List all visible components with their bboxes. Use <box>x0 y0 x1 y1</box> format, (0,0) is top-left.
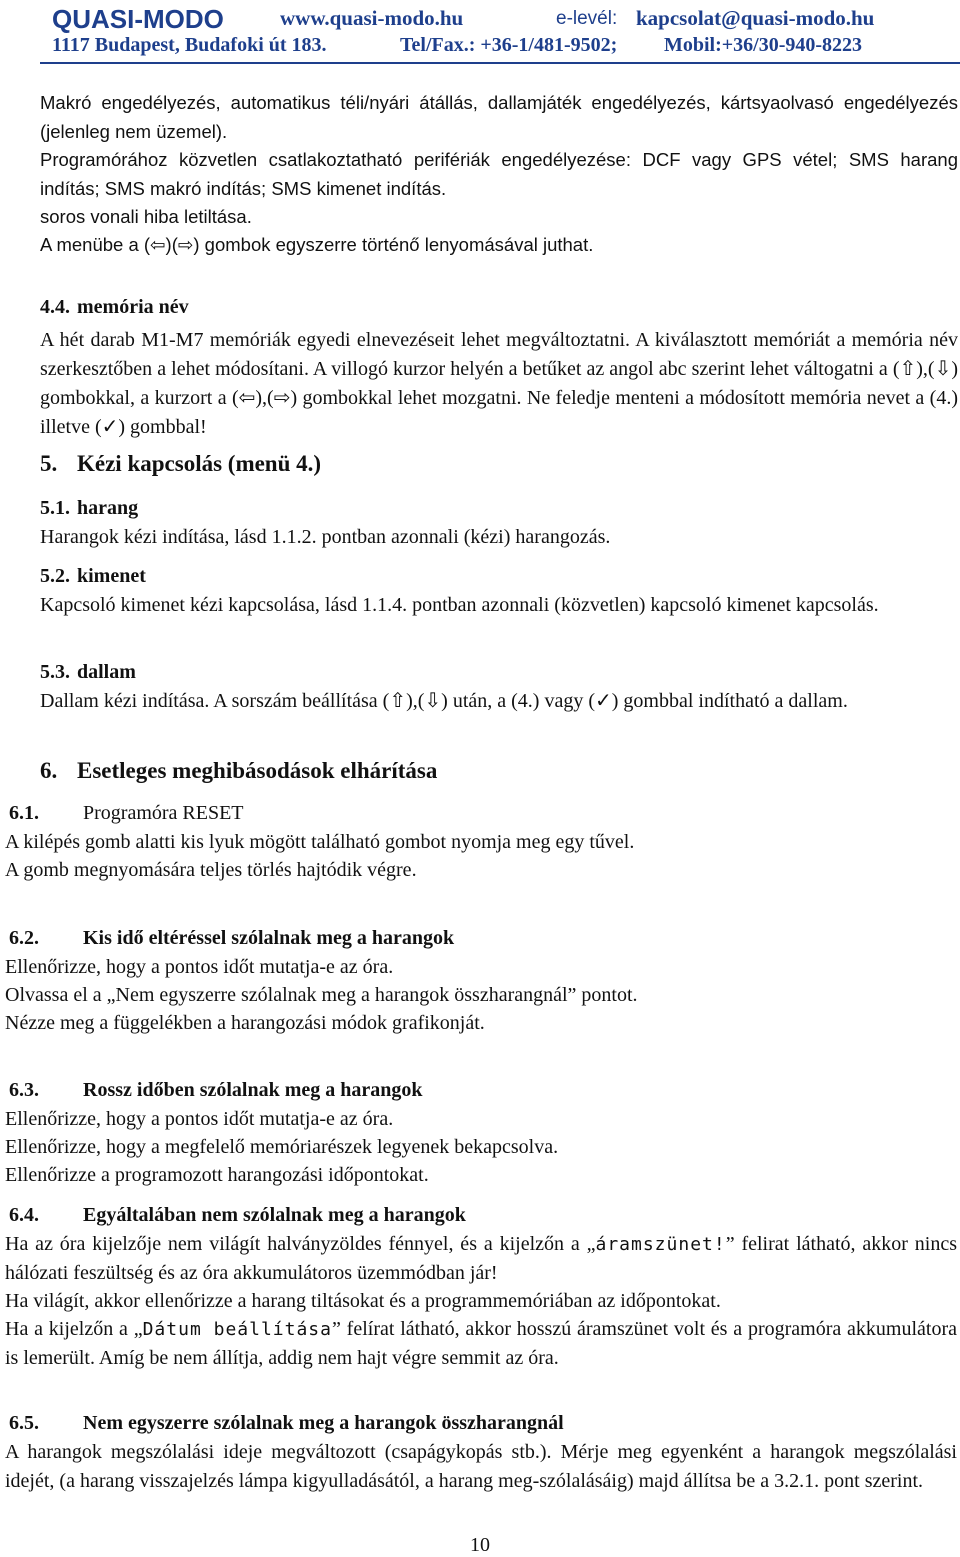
intro-paragraph-1: Makró engedélyezés, automatikus téli/nyári átállás, dallamjáték engedélyezés, kártsyaolvasó engedélyezés (jelenleg nem üzemel). <box>40 92 958 142</box>
p1-text-a: Ha az óra kijelzője nem világít halványzöldes fénnyel, és a kijelzőn a „ <box>5 1233 596 1255</box>
header-divider <box>40 62 960 64</box>
section-6-3-title: Rossz időben szólalnak meg a harangok <box>83 1079 423 1101</box>
section-5-2-text: Kapcsoló kimenet kézi kapcsolása, lásd 1.1.4. pontban azonnali (közvetlen) kapcsoló kimenet kapcsolás. <box>40 594 879 616</box>
section-6-5-title: Nem egyszerre szólalnak meg a harangok összharangnál <box>83 1412 564 1434</box>
section-6-number: 6. <box>40 758 58 783</box>
section-4-4-title: memória név <box>77 296 189 318</box>
p3-text-a: Ha a kijelzőn a „ <box>5 1318 143 1340</box>
section-5-3-title: dallam <box>77 661 136 683</box>
section-5-3-text: Dallam kézi indítása. A sorszám beállítása (⇧),(⇩) után, a (4.) vagy (✓) gombbal indítható a dallam. <box>40 690 848 712</box>
company-logo: QUASI-MODO <box>52 4 224 34</box>
lcd-display-set-date: Dátum beállítása <box>142 1319 332 1340</box>
intro-paragraph-4: A menübe a (⇦)(⇨) gombok egyszerre történő lenyomásával juthat. <box>40 234 594 255</box>
section-6-3-line-2: Ellenőrizze, hogy a megfelelő memóriarészek legyenek bekapcsolva. <box>5 1136 559 1158</box>
section-6-2-line-1: Ellenőrizze, hogy a pontos időt mutatja-e az óra. <box>5 956 394 978</box>
section-5-2-title: kimenet <box>77 565 146 587</box>
section-5-number: 5. <box>40 451 58 476</box>
section-6-5-number: 6.5. <box>9 1412 39 1434</box>
section-6-4-paragraph-3 <box>5 1315 957 1373</box>
section-6-1-line-2: A gomb megnyomására teljes törlés hajtódik végre. <box>5 859 417 881</box>
mobile: Mobil:+36/30-940-8223 <box>664 34 863 56</box>
section-5-1-title: harang <box>77 497 139 519</box>
section-6-1-line-1: A kilépés gomb alatti kis lyuk mögött található gombot nyomja meg egy tűvel. <box>5 831 635 853</box>
address: 1117 Budapest, Budafoki út 183. <box>52 34 327 56</box>
section-6-2-number: 6.2. <box>9 927 39 949</box>
section-6-2-title: Kis idő eltéréssel szólalnak meg a harangok <box>83 927 455 949</box>
page-number: 10 <box>470 1534 490 1556</box>
intro-paragraph-2: Programórához közvetlen csatlakoztatható perifériák engedélyezése: DCF vagy GPS vétel; SMS harang indítás; SMS makró indítás; SMS kimenet indítás. <box>40 149 958 199</box>
section-5-1-number: 5.1. <box>40 497 70 519</box>
section-4-4-text: A hét darab M1-M7 memóriák egyedi elnevezéseit lehet megváltoztatni. A kiválasztott memóriát a memória név szerkesztőben a lehet módosítani. A villogó kurzor helyén a betűket az angol abc szerint lehet váltogatni a (⇧),(⇩) gombokkal, a kurzort a (⇦),(⇨) gombokkal lehet mozgatni. Ne feledje menteni a módosított memória nevet a (4.) illetve (✓) gombbal! <box>40 329 958 438</box>
section-4-4-number: 4.4. <box>40 296 70 318</box>
section-6-3-line-1: Ellenőrizze, hogy a pontos időt mutatja-e az óra. <box>5 1108 394 1130</box>
p3-text-b: ” felírat látható, akkor hosszú áramszünet volt és a programóra akkumulátora is lemerült. Amíg be nem állítja, addig nem hajt végre semmit az óra. <box>5 1318 958 1369</box>
p1-text-b: ” felirat látható, akkor nincs hálózati feszültség és az óra akkumulátoros üzemmódban jár! <box>5 1233 957 1284</box>
section-6-4-paragraph-1 <box>5 1230 957 1288</box>
section-6-4-title: Egyáltalában nem szólalnak meg a harangok <box>83 1204 466 1226</box>
section-6-title: Esetleges meghibásodások elhárítása <box>77 758 438 783</box>
section-6-2-line-3: Nézze meg a függelékben a harangozási módok grafikonját. <box>5 1012 485 1034</box>
section-6-2-line-2: Olvassa el a „Nem egyszerre szólalnak meg a harangok összharangnál” pontot. <box>5 984 638 1006</box>
section-6-5-text: A harangok megszólalási ideje megváltozott (csapágykopás stb.). Mérje meg egyenként a harangok megszólalási idejét, (a harang visszajelzés lámpa kigyulladásától, a harang meg-szólalásáig) majd állítsa be a 3.2.1. pont szerint. <box>5 1441 957 1492</box>
section-5-1-text: Harangok kézi indítása, lásd 1.1.2. pontban azonnali (kézi) harangozás. <box>40 526 611 548</box>
section-5-2-number: 5.2. <box>40 565 70 587</box>
intro-paragraph-3: soros vonali hiba letiltása. <box>40 206 252 227</box>
website-link[interactable]: www.quasi-modo.hu <box>280 6 464 30</box>
section-6-3-number: 6.3. <box>9 1079 39 1101</box>
page-header <box>0 0 960 62</box>
section-6-4-number: 6.4. <box>9 1204 39 1226</box>
section-6-1-number: 6.1. <box>9 802 39 824</box>
section-6-4-paragraph-2: Ha világít, akkor ellenőrizze a harang tiltásokat és a programmemóriában az időpontokat. <box>5 1290 721 1312</box>
email-link[interactable]: kapcsolat@quasi-modo.hu <box>636 6 875 30</box>
telfax: Tel/Fax.: +36-1/481-9502; <box>400 34 618 56</box>
section-6-3-line-3: Ellenőrizze a programozott harangozási időpontokat. <box>5 1164 429 1186</box>
lcd-display-power-outage: áramszünet! <box>595 1234 726 1255</box>
section-5-title: Kézi kapcsolás (menü 4.) <box>77 451 322 476</box>
email-label: e-levél: <box>556 8 618 29</box>
section-5-3-number: 5.3. <box>40 661 70 683</box>
section-6-1-title: Programóra RESET <box>83 802 244 824</box>
